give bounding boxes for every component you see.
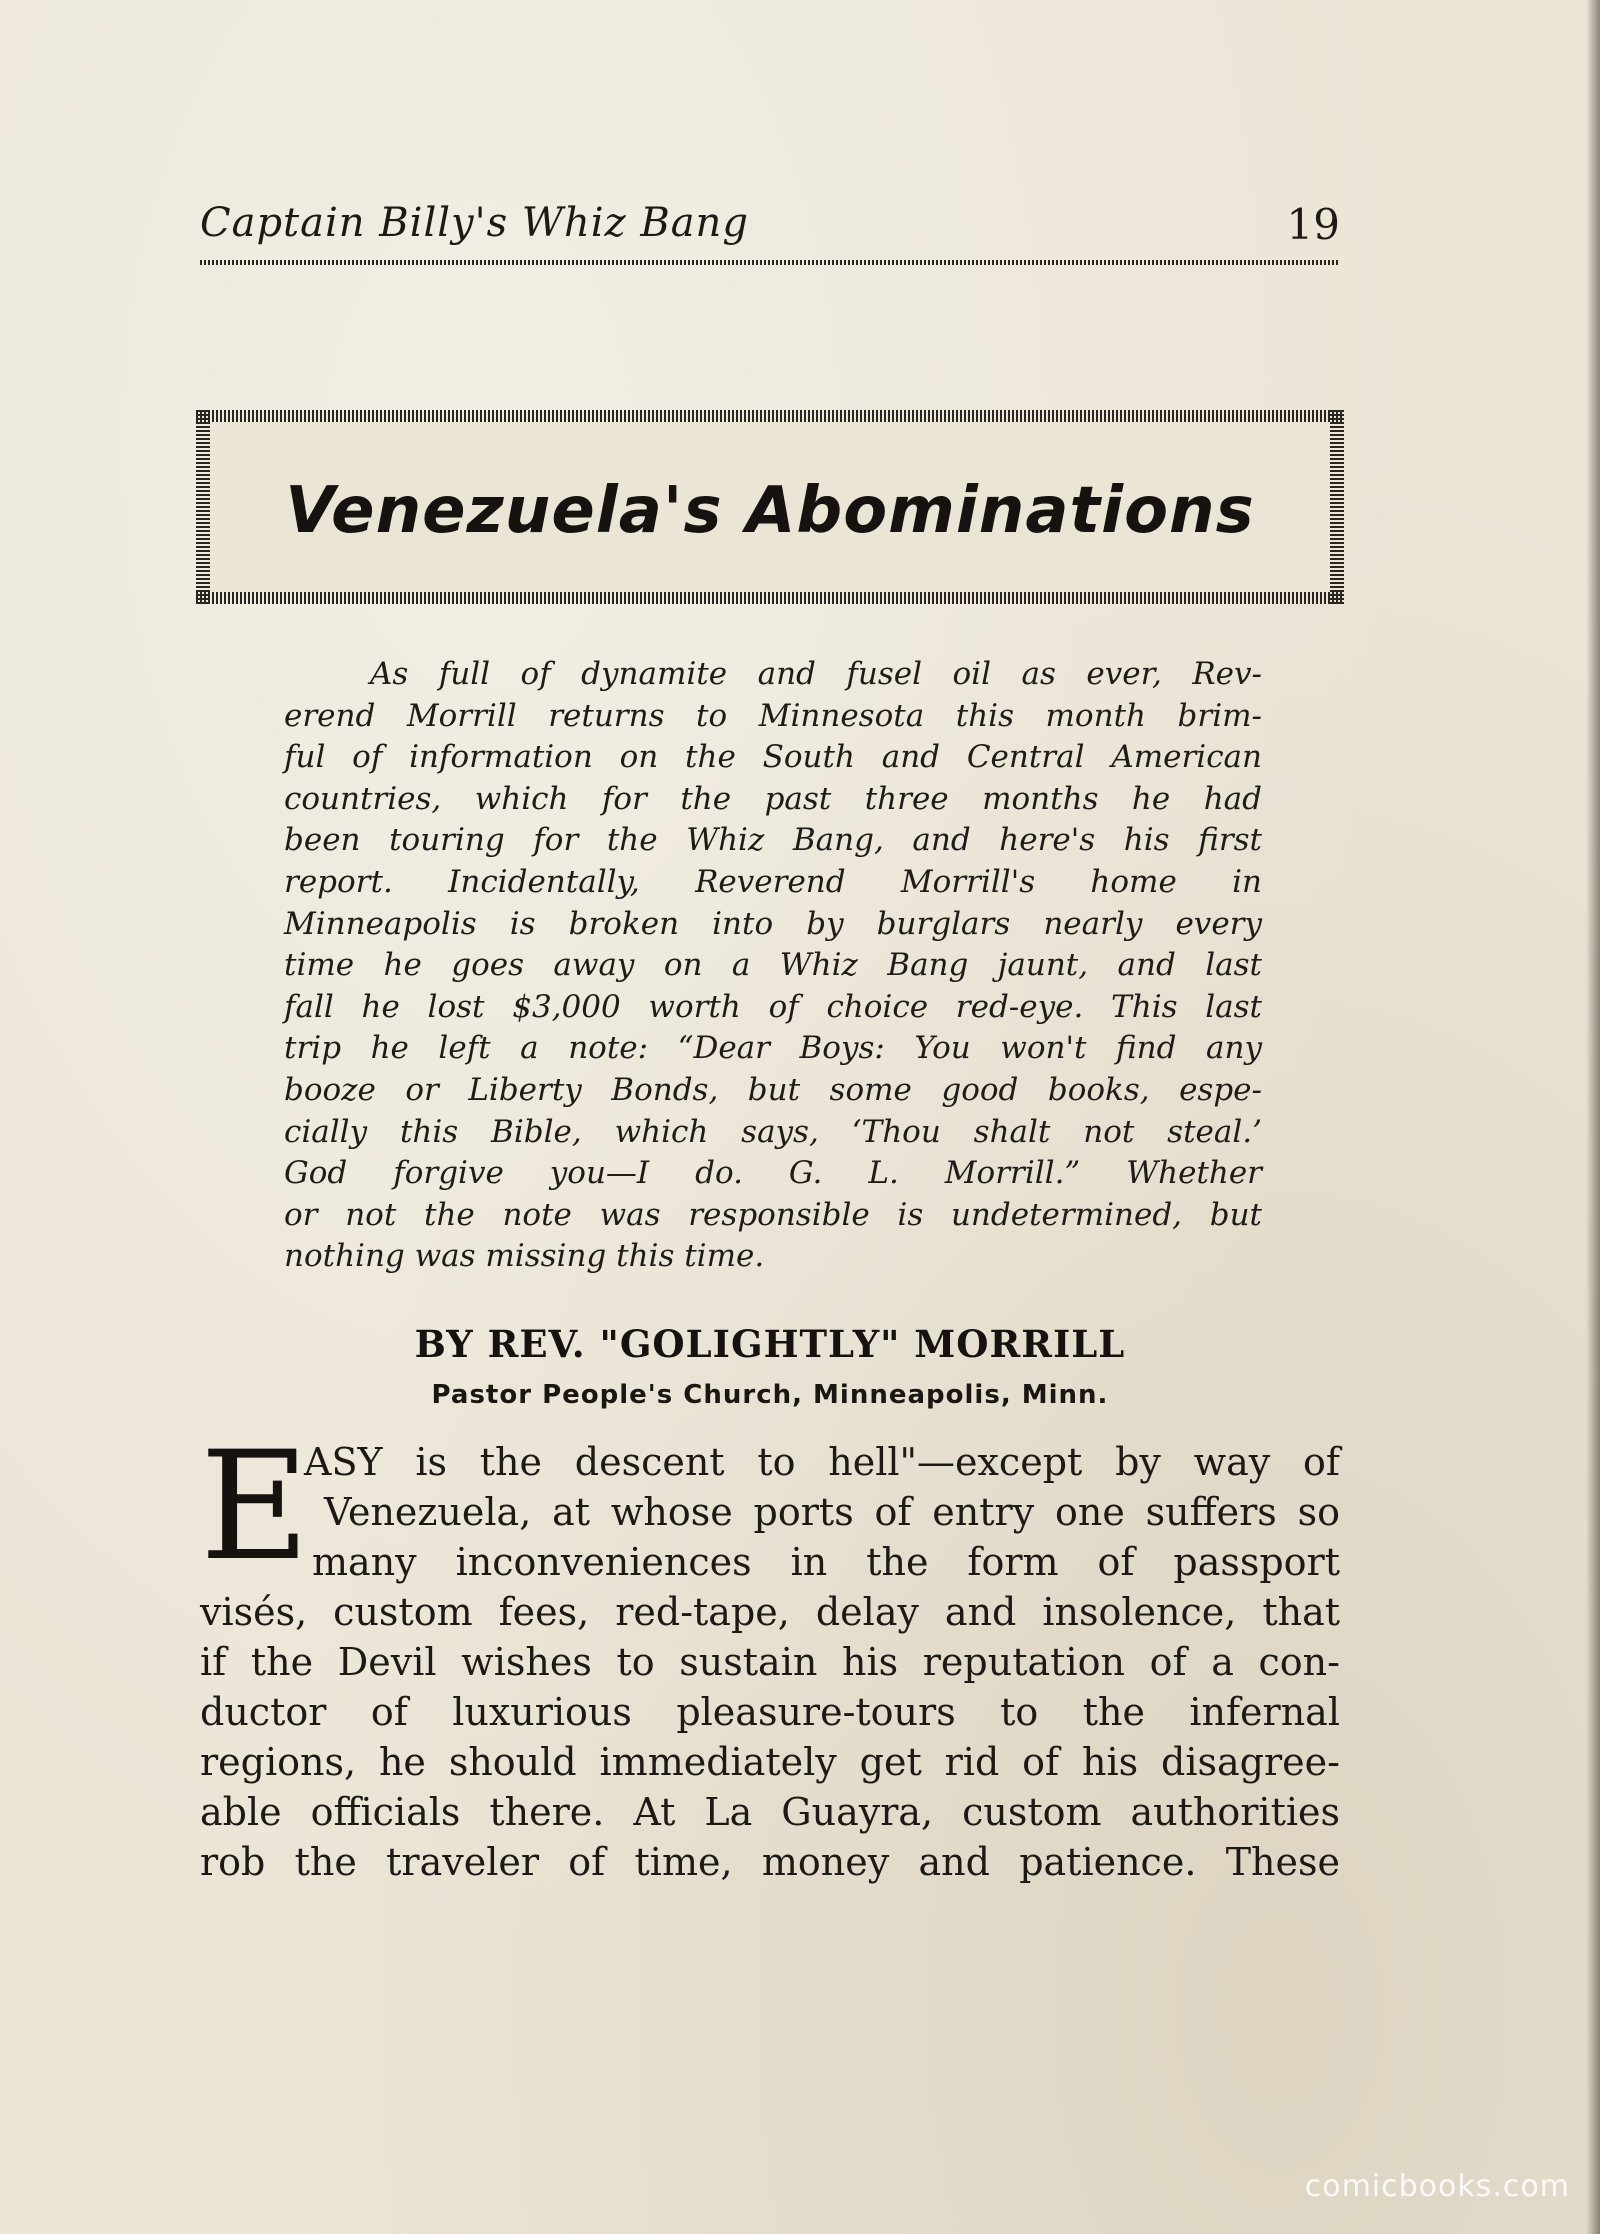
- intro-line: booze or Liberty Bonds, but some good books, espe-: [284, 1072, 1262, 1108]
- title-box-inner: [210, 422, 1330, 592]
- intro-line: nothing was missing this time.: [284, 1238, 765, 1275]
- intro-line: or not the note was responsible is undetermined, but: [284, 1196, 1262, 1233]
- intro-line: ful of information on the South and Central American: [284, 739, 1262, 776]
- intro-line: been touring for the Whiz Bang, and here's his first: [284, 822, 1262, 859]
- running-title: Captain Billy's Whiz Bang: [200, 200, 749, 246]
- intro-line: erend Morrill returns to Minnesota this month brim-: [284, 697, 1262, 734]
- byline-subtitle: Pastor People's Church, Minneapolis, Minn.: [431, 1380, 1109, 1410]
- body-line: Venezuela, at whose ports of entry one suffers so: [324, 1490, 1340, 1534]
- title-box: [196, 410, 1344, 604]
- body-line: many inconveniences in the form of passport: [312, 1540, 1340, 1584]
- header-rule: [200, 260, 1340, 265]
- intro-line: time he goes away on a Whiz Bang jaunt, and last: [284, 947, 1262, 984]
- running-header: [200, 200, 1340, 260]
- byline: BY REV. "GOLIGHTLY" MORRILL: [414, 1322, 1126, 1366]
- body-line: if the Devil wishes to sustain his reputation of a con-: [200, 1640, 1340, 1684]
- body-line: rob the traveler of time, money and patience. These: [200, 1840, 1340, 1884]
- intro-line: report. Incidentally, Reverend Morrill's home in: [284, 864, 1262, 900]
- body-line: ASY is the descent to hell"—except by way of: [304, 1440, 1340, 1484]
- drop-cap: E: [200, 1420, 310, 1594]
- body-line: able officials there. At La Guayra, custom authorities: [200, 1790, 1340, 1834]
- intro-line: fall he lost $3,000 worth of choice red-eye. This last: [284, 988, 1262, 1025]
- page-edge-shadow: [1586, 0, 1600, 2234]
- intro-line: Minneapolis is broken into by burglars nearly every: [284, 905, 1262, 942]
- intro-line: cially this Bible, which says, ‘Thou shalt not steal.’: [284, 1113, 1262, 1150]
- body-line: visés, custom fees, red-tape, delay and insolence, that: [200, 1590, 1340, 1634]
- article-title: Venezuela's Abominations: [285, 474, 1255, 548]
- page-number: 19: [1286, 200, 1340, 249]
- intro-line: God forgive you—I do. G. L. Morrill.” Whether: [284, 1155, 1262, 1192]
- body-line: ductor of luxurious pleasure-tours to the infernal: [200, 1690, 1340, 1734]
- body-line: regions, he should immediately get rid of his disagree-: [200, 1740, 1340, 1784]
- watermark: comicbooks.com: [1304, 2169, 1570, 2204]
- intro-line: countries, which for the past three months he had: [284, 780, 1262, 817]
- intro-line: trip he left a note: “Dear Boys: You won't find any: [284, 1030, 1262, 1067]
- intro-line: As full of dynamite and fusel oil as ever, Rev-: [370, 656, 1262, 692]
